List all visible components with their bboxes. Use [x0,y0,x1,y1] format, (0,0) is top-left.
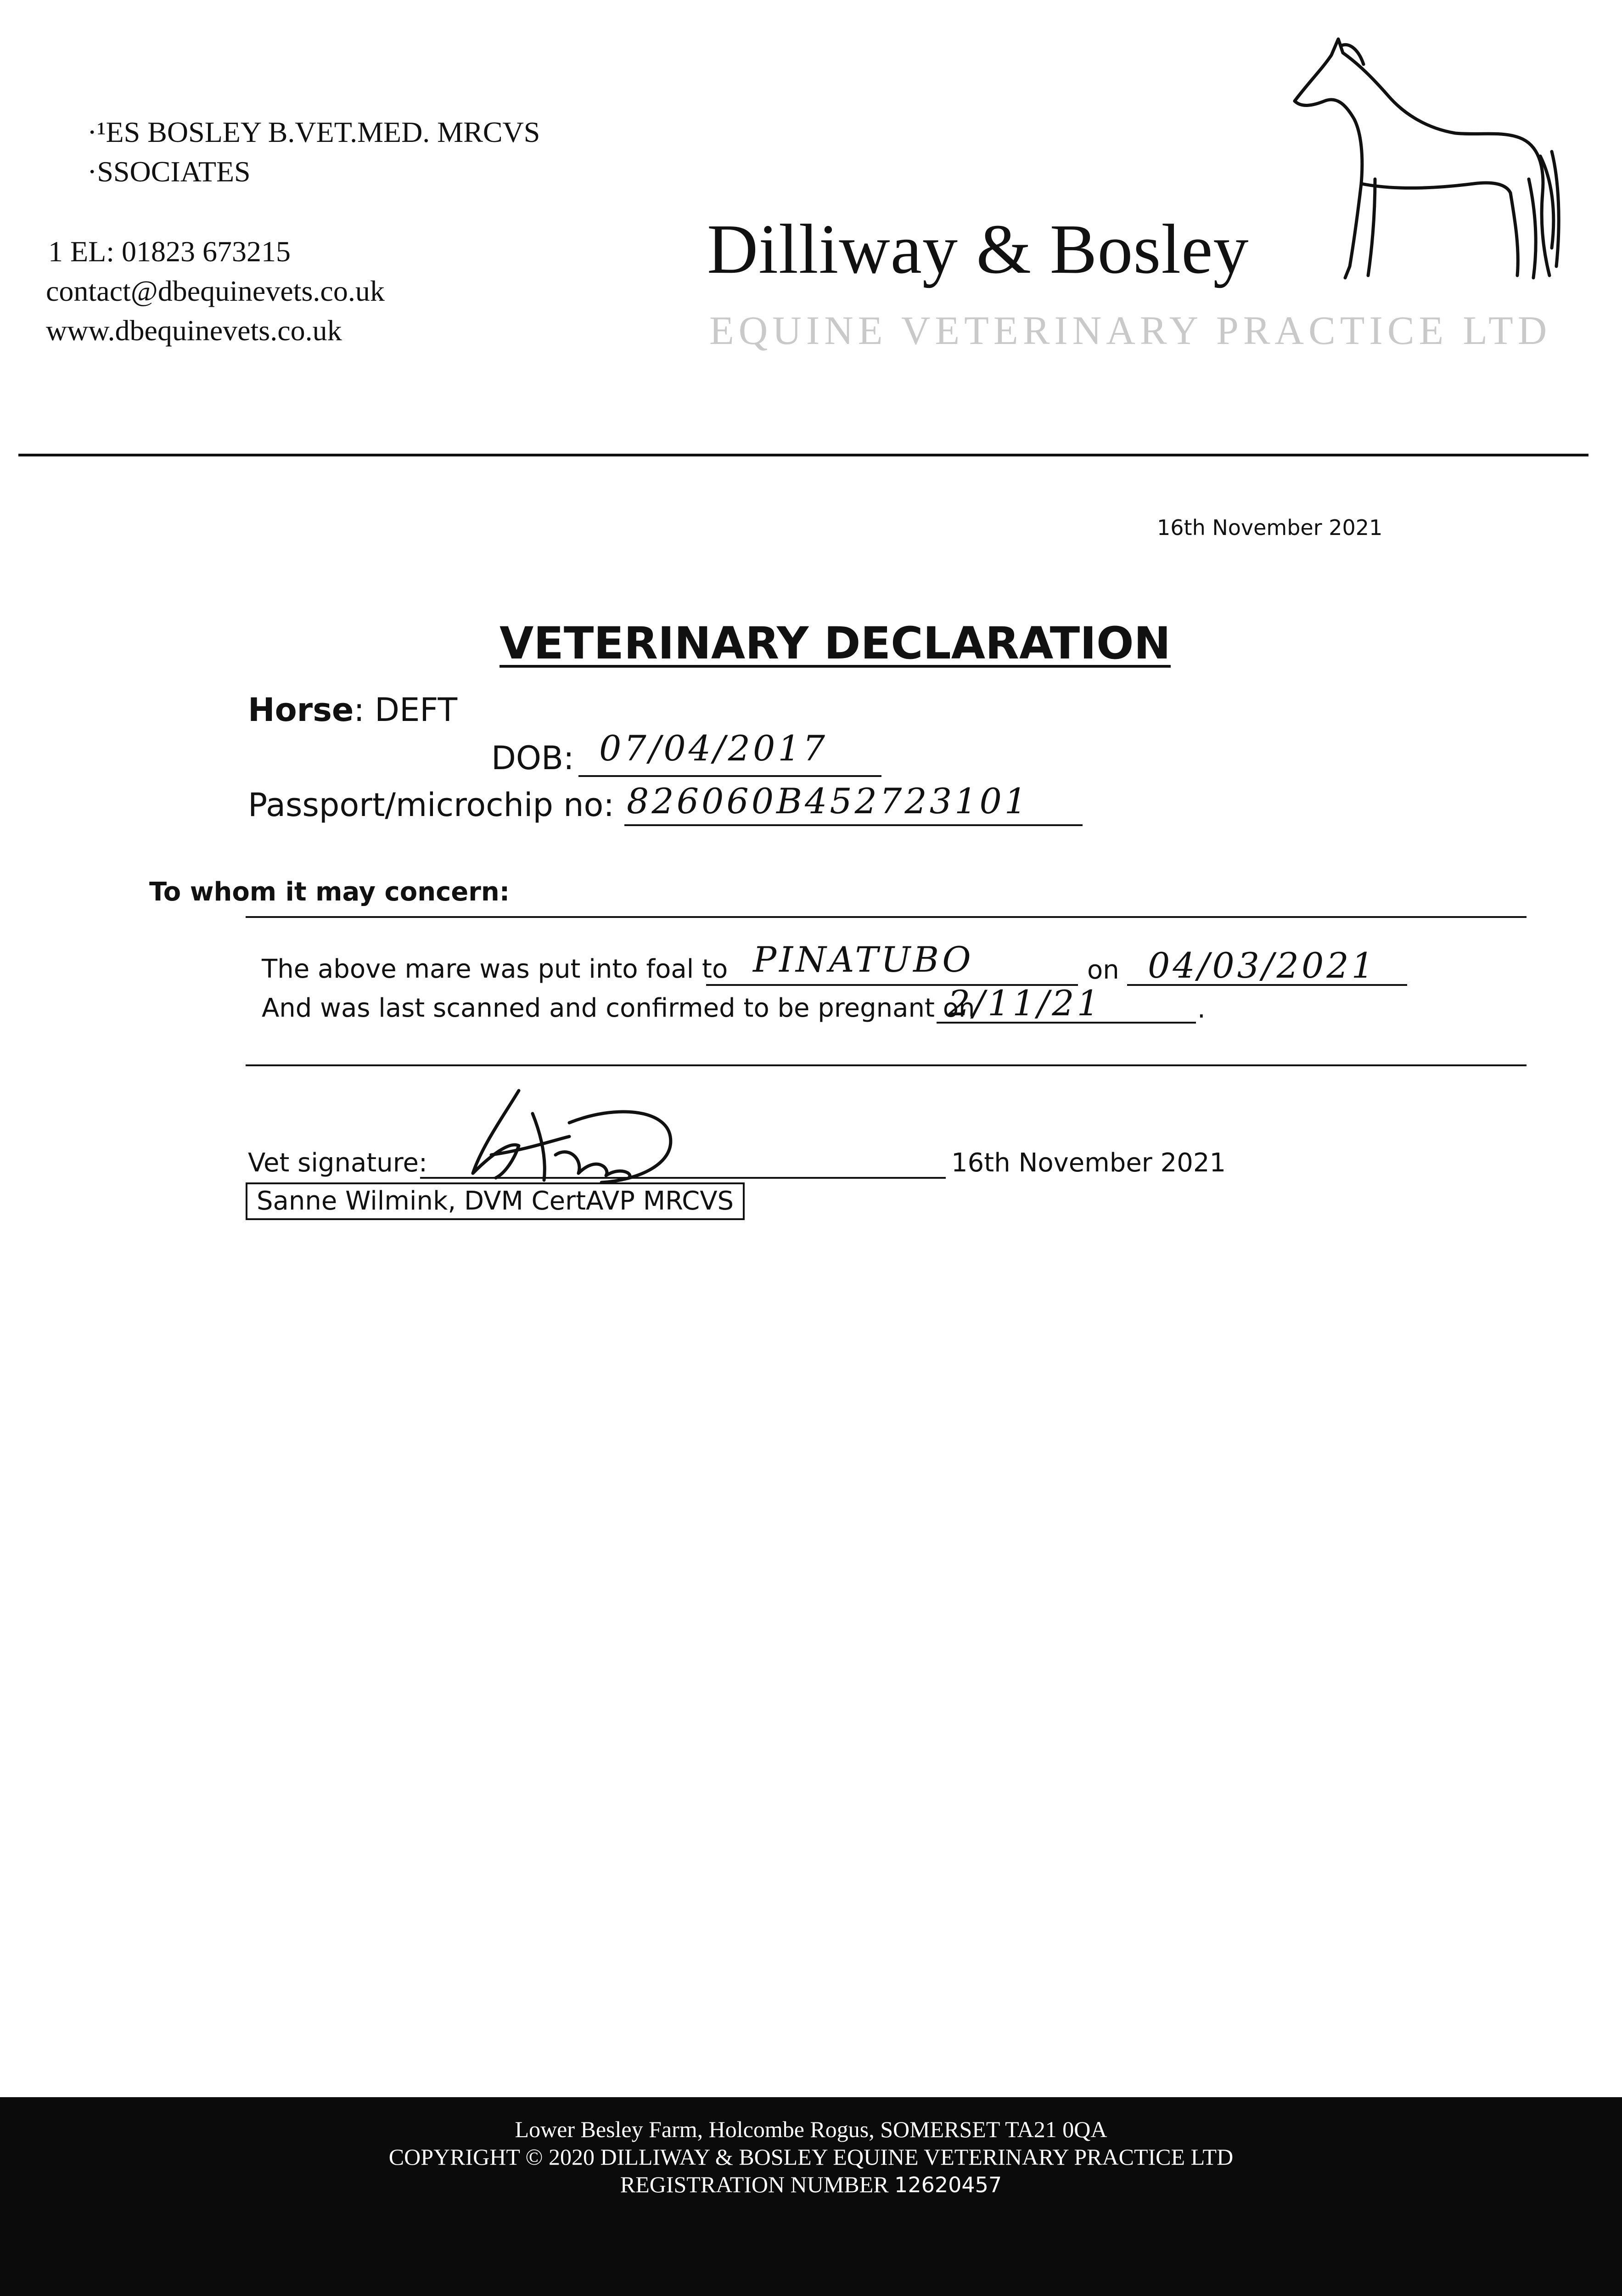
footer-copyright: COPYRIGHT © 2020 DILLIWAY & BOSLEY EQUINE VETERINARY PRACTICE LTD [388,2144,1234,2170]
signature-label: Vet signature: [248,1148,427,1178]
dob-underline [578,775,881,777]
email-address: contact@dbequinevets.co.uk [46,275,385,307]
salutation: To whom it may concern: [149,877,510,907]
passport-value: 826060B452723101 [627,781,1030,822]
registration-number: 12620457 [894,2172,1002,2197]
body-bottom-rule [246,1064,1527,1066]
vet-name-box: Sanne Wilmink, DVM CertAVP MRCVS [246,1182,745,1220]
scan-date-value: 2/11/21 [948,983,1102,1024]
horse-value: : DEFT [354,691,458,729]
letter-date: 16th November 2021 [1157,515,1383,540]
period: . [1197,994,1206,1024]
contact-block [46,232,385,350]
practice-line-2: ·SSOCIATES [87,155,251,188]
cover-date-underline [1127,984,1407,986]
salutation-rule [246,916,1527,918]
passport-underline [624,824,1083,826]
scan-date-underline [937,1022,1196,1024]
vet-signature [464,1086,684,1187]
brand-name: Dilliway & Bosley [707,210,1249,288]
practice-partners [87,113,540,191]
horse-label: Horse [248,691,354,729]
dob-label: DOB: [491,739,574,777]
footer-registration [0,2171,1622,2199]
cover-date-value: 04/03/2021 [1148,945,1377,986]
footer [0,2097,1622,2296]
header-divider [18,454,1588,456]
horse-name [248,691,457,729]
on-text: on [1087,955,1119,985]
signature-date: 16th November 2021 [951,1148,1226,1178]
passport-label: Passport/microchip no: [248,786,614,824]
footer-address: Lower Besley Farm, Holcombe Rogus, SOMERSET TA21 0QA [515,2116,1107,2142]
brand-subtitle: EQUINE VETERINARY PRACTICE LTD [709,309,1552,353]
scan-text: And was last scanned and confirmed to be pregnant on [262,993,975,1023]
document-title: VETERINARY DECLARATION [500,618,1171,669]
sire-value: PINATUBO [753,939,974,980]
website-link: www.dbequinevets.co.uk [46,314,342,347]
registration-label: REGISTRATION NUMBER [620,2172,889,2197]
dob-value: 07/04/2017 [599,728,828,769]
foal-text: The above mare was put into foal to [262,954,728,984]
tel-number: 1 EL: 01823 673215 [48,235,291,268]
horse-icon [1281,28,1566,294]
practice-line-1: ·¹ES BOSLEY B.VET.MED. MRCVS [87,116,540,148]
